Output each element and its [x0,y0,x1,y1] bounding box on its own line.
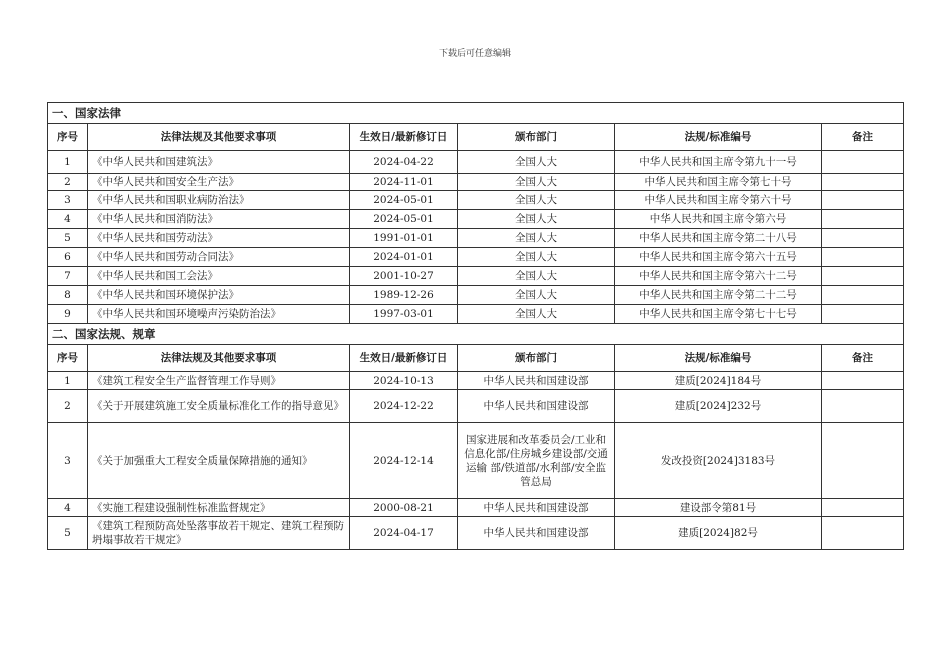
cell-note [822,267,904,286]
cell-code: 中华人民共和国主席令第六十号 [615,191,822,210]
table-row [48,191,904,210]
cell-date: 1989-12-26 [350,286,458,305]
cell-code: 建质[2024]82号 [615,517,822,550]
cell-dept: 中华人民共和国建设部 [458,499,615,517]
cell-name: 《中华人民共和国劳动法》 [88,229,350,248]
cell-note [822,499,904,517]
cell-name: 《中华人民共和国安全生产法》 [88,174,350,191]
table-row [48,423,904,499]
cell-date: 2024-01-01 [350,248,458,267]
col-header-no: 序号 [48,124,88,151]
col-header-code: 法规/标准编号 [615,124,822,151]
cell-dept: 中华人民共和国建设部 [458,517,615,550]
column-header-row [48,345,904,372]
table-row [48,372,904,390]
cell-note [822,390,904,423]
cell-dept: 全国人大 [458,210,615,229]
col-header-note: 备注 [822,124,904,151]
col-header-dept: 颁布部门 [458,124,615,151]
cell-dept: 全国人大 [458,286,615,305]
cell-no: 4 [48,210,88,229]
cell-date: 2024-04-17 [350,517,458,550]
cell-code: 中华人民共和国主席令第七十七号 [615,305,822,324]
cell-note [822,423,904,499]
cell-dept: 全国人大 [458,191,615,210]
table-row [48,267,904,286]
regulations-table [47,102,904,550]
cell-name: 《建筑工程安全生产监督管理工作导则》 [88,372,350,390]
cell-code: 建质[2024]184号 [615,372,822,390]
cell-date: 2024-04-22 [350,151,458,174]
col-header-name: 法律法规及其他要求事项 [88,124,350,151]
cell-no: 2 [48,390,88,423]
cell-no: 6 [48,248,88,267]
cell-date: 2024-05-01 [350,191,458,210]
table-row [48,174,904,191]
table-row [48,151,904,174]
cell-dept: 国家进展和改革委员会/工业和信息化部/住房城乡建设部/交通运输 部/铁道部/水利部/安全监管总局 [458,423,615,499]
column-header-row [48,124,904,151]
cell-name: 《关于加强重大工程安全质量保障措施的通知》 [88,423,350,499]
cell-date: 2024-12-22 [350,390,458,423]
cell-name: 《中华人民共和国环境噪声污染防治法》 [88,305,350,324]
cell-code: 中华人民共和国主席令第九十一号 [615,151,822,174]
table-row [48,286,904,305]
cell-code: 中华人民共和国主席令第七十号 [615,174,822,191]
cell-no: 7 [48,267,88,286]
cell-name: 《中华人民共和国职业病防治法》 [88,191,350,210]
cell-name: 《中华人民共和国建筑法》 [88,151,350,174]
cell-date: 2024-11-01 [350,174,458,191]
cell-code: 中华人民共和国主席令第二十二号 [615,286,822,305]
cell-note [822,248,904,267]
cell-dept: 全国人大 [458,229,615,248]
cell-dept: 全国人大 [458,305,615,324]
cell-name: 《实施工程建设强制性标准监督规定》 [88,499,350,517]
cell-note [822,151,904,174]
cell-no: 4 [48,499,88,517]
cell-dept: 中华人民共和国建设部 [458,372,615,390]
page-header-note: 下载后可任意编辑 [438,49,511,59]
cell-name: 《中华人民共和国环境保护法》 [88,286,350,305]
col-header-dept: 颁布部门 [458,345,615,372]
cell-code: 中华人民共和国主席令第六十五号 [615,248,822,267]
cell-no: 3 [48,191,88,210]
cell-date: 1991-01-01 [350,229,458,248]
cell-no: 9 [48,305,88,324]
cell-no: 1 [48,151,88,174]
cell-date: 2024-10-13 [350,372,458,390]
cell-name: 《中华人民共和国消防法》 [88,210,350,229]
col-header-date: 生效日/最新修订日 [350,124,458,151]
cell-no: 1 [48,372,88,390]
table-row [48,305,904,324]
cell-no: 2 [48,174,88,191]
cell-dept: 中华人民共和国建设部 [458,390,615,423]
cell-note [822,305,904,324]
cell-note [822,372,904,390]
cell-name: 《中华人民共和国劳动合同法》 [88,248,350,267]
cell-code: 发改投资[2024]3183号 [615,423,822,499]
section-title: 二、国家法规、规章 [48,324,904,345]
section-title-row [48,324,904,345]
cell-no: 3 [48,423,88,499]
cell-code: 中华人民共和国主席令第二十八号 [615,229,822,248]
table-row [48,390,904,423]
col-header-no: 序号 [48,345,88,372]
section-title: 一、国家法律 [48,103,904,124]
cell-dept: 全国人大 [458,267,615,286]
cell-no: 5 [48,517,88,550]
cell-note [822,191,904,210]
table-row [48,248,904,267]
cell-name: 《中华人民共和国工会法》 [88,267,350,286]
cell-code: 建质[2024]232号 [615,390,822,423]
cell-date: 2000-08-21 [350,499,458,517]
col-header-code: 法规/标准编号 [615,345,822,372]
cell-code: 中华人民共和国主席令第六十二号 [615,267,822,286]
cell-dept: 全国人大 [458,248,615,267]
cell-no: 5 [48,229,88,248]
table-row [48,499,904,517]
cell-note [822,517,904,550]
cell-note [822,174,904,191]
cell-name: 《关于开展建筑施工安全质量标准化工作的指导意见》 [88,390,350,423]
table-row [48,517,904,550]
table-row [48,229,904,248]
col-header-note: 备注 [822,345,904,372]
section-title-row [48,103,904,124]
cell-note [822,229,904,248]
cell-date: 2001-10-27 [350,267,458,286]
cell-code: 中华人民共和国主席令第六号 [615,210,822,229]
col-header-date: 生效日/最新修订日 [350,345,458,372]
cell-name: 《建筑工程预防高处坠落事故若干规定、建筑工程预防坍塌事故若干规定》 [88,517,350,550]
table-row [48,210,904,229]
cell-note [822,286,904,305]
cell-date: 1997-03-01 [350,305,458,324]
cell-dept: 全国人大 [458,174,615,191]
cell-dept: 全国人大 [458,151,615,174]
cell-date: 2024-05-01 [350,210,458,229]
cell-no: 8 [48,286,88,305]
cell-note [822,210,904,229]
col-header-name: 法律法规及其他要求事项 [88,345,350,372]
cell-code: 建设部令第81号 [615,499,822,517]
cell-date: 2024-12-14 [350,423,458,499]
